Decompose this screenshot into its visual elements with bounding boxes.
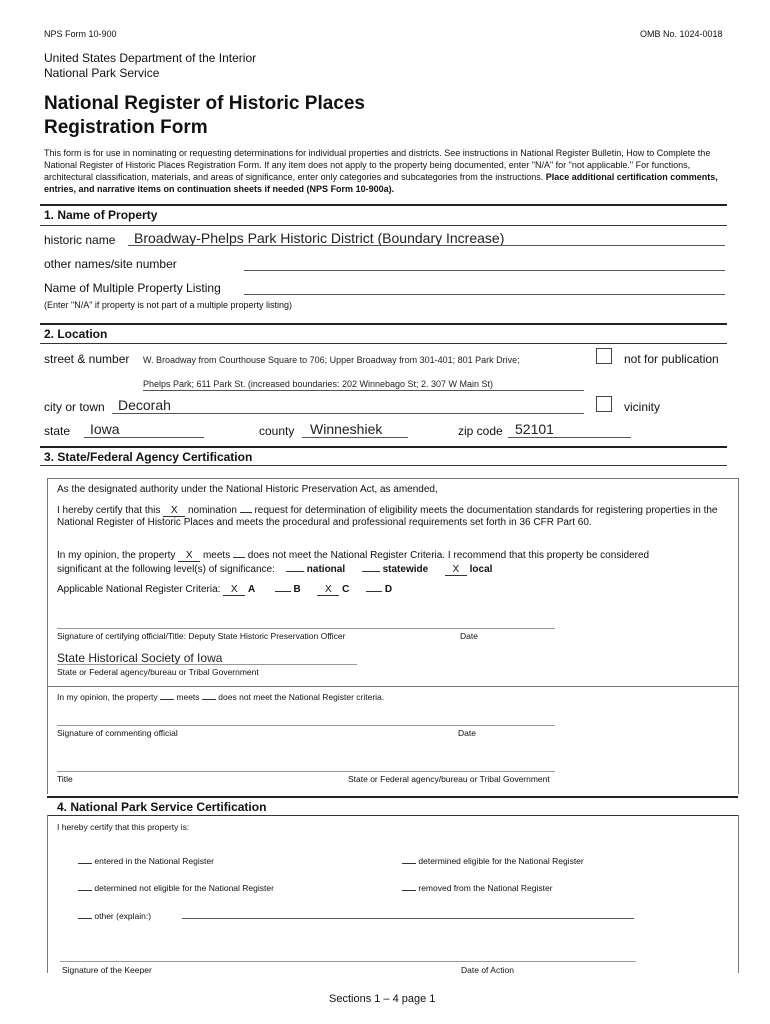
city-label: city or town (44, 400, 105, 414)
street-line1[interactable]: W. Broadway from Courthouse Square to 706; Upper Broadway from 301-401; 801 Park Drive; (143, 355, 520, 365)
opinion2-pre: In my opinion, the property (57, 692, 158, 702)
other-explain-line[interactable] (182, 918, 634, 919)
entered-row (78, 855, 214, 866)
criteria-label: Applicable National Register Criteria: (57, 584, 221, 595)
criteria-a-mark[interactable]: X (223, 584, 245, 596)
intro-bold-text: Place additional certification comments, entries, and narrative items on continuation sheets if needed (NPS Form 10-900a). (44, 172, 718, 194)
historic-name-line (128, 245, 725, 246)
city-value[interactable]: Decorah (118, 397, 171, 413)
county-label: county (259, 424, 295, 438)
certifying-date-label: Date (460, 631, 478, 641)
request-blank[interactable] (240, 503, 252, 513)
section2-top-rule (40, 323, 727, 325)
omb-number: OMB No. 1024-0018 (640, 29, 723, 39)
entered-label: entered in the National Register (94, 856, 214, 866)
criteria-b-blank[interactable] (275, 582, 291, 592)
entered-blank[interactable] (78, 855, 92, 864)
multiple-listing-line[interactable] (244, 294, 725, 295)
county-value[interactable]: Winneshiek (310, 421, 383, 437)
section2-rule (40, 343, 727, 344)
keeper-signature-line[interactable] (60, 961, 636, 962)
section1-rule (40, 225, 727, 226)
zip-value[interactable]: 52101 (515, 421, 554, 437)
multiple-listing-label: Name of Multiple Property Listing (44, 281, 221, 295)
opinion-paragraph (57, 548, 731, 576)
section1-top-rule (40, 204, 727, 206)
agency-label: State or Federal agency/bureau or Tribal Government (57, 667, 259, 677)
street-label: street & number (44, 352, 130, 366)
criteria-d-blank[interactable] (366, 582, 382, 592)
section4-rule (47, 815, 738, 816)
not-eligible-row (78, 882, 274, 893)
significance-text: significant at the following level(s) of significance: (57, 564, 275, 575)
criteria-c: C (342, 584, 350, 595)
state-label: state (44, 424, 71, 438)
removed-label: removed from the National Register (418, 883, 553, 893)
criteria-row (57, 582, 392, 596)
other-label: other (explain:) (94, 911, 152, 921)
not-eligible-label: determined not eligible for the National Register (94, 883, 274, 893)
section4-box-right (738, 815, 739, 973)
intro-text: This form is for use in nominating or requesting determinations for individual properties and districts. See instructions in National Register Bulletin, How to Complete the National Register of Historic Places Registration Form. If any item does not apply to the property being documented, enter "N/A" for "not applicable." For functions, architectural classification, materials, and areas of significance, enter only categories and subcategories from the instructions. (44, 148, 711, 182)
certifying-signature-line[interactable] (57, 628, 555, 629)
state-value[interactable]: Iowa (90, 421, 120, 437)
opinion2-not-meet-blank[interactable] (202, 691, 216, 700)
criteria-c-mark[interactable]: X (317, 584, 339, 596)
comment-box-right (738, 686, 739, 794)
not-eligible-blank[interactable] (78, 882, 92, 891)
section3-top-rule (40, 446, 727, 448)
other-row (78, 910, 151, 921)
level-statewide: statewide (382, 564, 429, 575)
title-label: Title (57, 774, 73, 784)
zip-label: zip code (458, 424, 503, 438)
other-blank[interactable] (78, 910, 92, 919)
multiple-listing-note: (Enter "N/A" if property is not part of a multiple property listing) (44, 300, 292, 310)
certifying-signature-label: Signature of certifying official/Title: Deputy State Historic Preservation Officer (57, 631, 346, 641)
agency-line (57, 664, 357, 665)
local-mark[interactable]: X (445, 564, 467, 576)
nps-certify-text: I hereby certify that this property is: (57, 822, 190, 832)
meets-mark[interactable]: X (178, 550, 200, 562)
certify-paragraph (57, 503, 731, 529)
opinion2-row (57, 691, 384, 702)
criteria-a: A (247, 584, 256, 595)
title-line[interactable] (57, 771, 555, 772)
not-for-publication-label: not for publication (624, 352, 719, 366)
criteria-d: D (384, 584, 393, 595)
section2-heading: 2. Location (44, 327, 108, 341)
agency: National Park Service (44, 66, 160, 80)
agency2-label: State or Federal agency/bureau or Tribal Government (348, 774, 550, 784)
removed-blank[interactable] (402, 882, 416, 891)
certify-request: request for determination of eligibility meets the documentation standards for registering (254, 505, 643, 516)
city-line (112, 413, 584, 414)
opinion-pre: In my opinion, the property (57, 550, 176, 561)
department: United States Department of the Interior (44, 51, 257, 65)
action-date-label: Date of Action (461, 965, 514, 975)
opinion2-meets-blank[interactable] (160, 691, 174, 700)
determined-eligible-blank[interactable] (402, 855, 416, 864)
section3-rule (40, 465, 727, 466)
authority-text: As the designated authority under the National Historic Preservation Act, as amended, (57, 484, 438, 495)
cert-box-left (47, 478, 48, 686)
certify-nomination: nomination (187, 505, 237, 516)
form-number: NPS Form 10-900 (44, 29, 117, 39)
form-title (44, 92, 365, 140)
other-names-line[interactable] (244, 270, 725, 271)
section1-heading: 1. Name of Property (44, 208, 158, 222)
commenting-signature-label: Signature of commenting official (57, 728, 178, 738)
page-footer: Sections 1 – 4 page 1 (329, 993, 436, 1005)
nomination-mark[interactable]: X (163, 505, 185, 517)
street-line2-rule (143, 390, 584, 391)
not-meet-blank[interactable] (233, 548, 245, 558)
comment-box-left (47, 686, 48, 794)
section4-top-rule (47, 796, 738, 798)
section4-heading: 4. National Park Service Certification (57, 800, 267, 814)
form-title-line1: National Register of Historic Places (44, 93, 365, 114)
not-for-publication-checkbox[interactable] (596, 348, 612, 364)
opinion2-meets: meets (176, 692, 200, 702)
agency-value[interactable]: State Historical Society of Iowa (57, 651, 223, 665)
opinion-rest: does not meet the National Register Criteria. I recommend that this property be considered (247, 550, 650, 561)
section3-heading: 3. State/Federal Agency Certification (44, 450, 253, 464)
historic-name-value[interactable]: Broadway-Phelps Park Historic District (Boundary Increase) (134, 230, 505, 246)
removed-row (402, 882, 553, 893)
determined-eligible-row (402, 855, 584, 866)
cert-box-top (47, 478, 738, 479)
determined-eligible-label: determined eligible for the National Register (418, 856, 584, 866)
level-national: national (306, 564, 346, 575)
opinion2-rest: does not meet the National Register criteria. (218, 692, 385, 702)
certify-pre: I hereby certify that this (57, 505, 161, 516)
section4-box-left (47, 815, 48, 973)
state-line (84, 437, 204, 438)
county-line (302, 437, 408, 438)
historic-name-label: historic name (44, 233, 116, 247)
statewide-blank[interactable] (362, 562, 380, 572)
zip-line (508, 437, 631, 438)
keeper-label: Signature of the Keeper (62, 965, 152, 975)
form-title-line2: Registration Form (44, 117, 208, 138)
opinion-meets: meets (202, 550, 231, 561)
level-local: local (469, 564, 493, 575)
cert-box-right (738, 478, 739, 686)
vicinity-checkbox[interactable] (596, 396, 612, 412)
commenting-date-label: Date (458, 728, 476, 738)
intro-paragraph (44, 147, 727, 195)
comment-box-top (47, 686, 738, 687)
other-names-label: other names/site number (44, 257, 177, 271)
criteria-b: B (293, 584, 301, 595)
national-blank[interactable] (286, 562, 304, 572)
vicinity-label: vicinity (624, 400, 661, 414)
certify-rest: properties in the National Register of Historic Places and meets the procedural and professional requirements set forth in 36 CFR Part 60. (57, 505, 718, 528)
commenting-signature-line[interactable] (57, 725, 555, 726)
street-line2[interactable]: Phelps Park; 611 Park St. (increased boundaries: 202 Winnebago St; 2. 307 W Main St) (143, 379, 494, 389)
